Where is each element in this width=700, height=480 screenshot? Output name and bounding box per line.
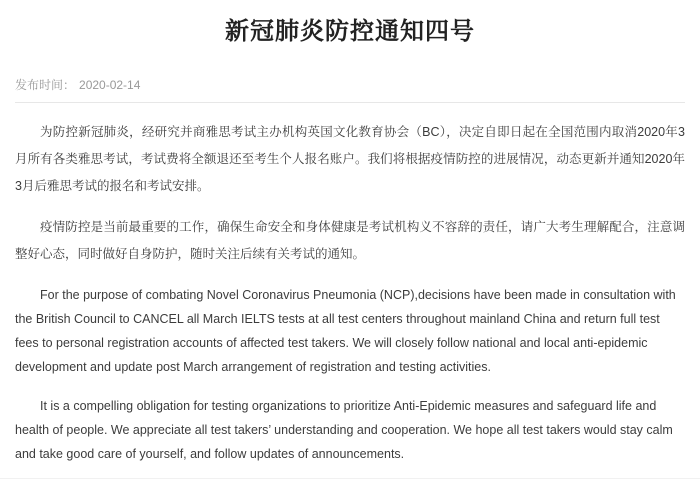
notice-body <box>0 119 700 466</box>
publish-meta-row <box>0 78 700 92</box>
paragraph-zh-2: 疫情防控是当前最重要的工作，确保生命安全和身体健康是考试机构义不容辞的责任，请广大考生理解配合，注意调整好心态，同时做好自身防护，随时关注后续有关考试的通知。 <box>15 220 685 261</box>
bottom-divider <box>0 478 700 479</box>
publish-time-label: 发布时间： <box>15 78 76 92</box>
paragraph-en-2: It is a compelling obligation for testing organizations to prioritize Anti-Epidemic measures and safeguard life and health of people. We appreciate all test takers’ understanding and cooperation. We hope all test takers would stay calm and take good care of yourself, and follow updates of announcements. <box>15 399 673 461</box>
paragraph-en-1: For the purpose of combating Novel Coronavirus Pneumonia (NCP),decisions have been made in consultation with the British Council to CANCEL all March IELTS tests at all test centers throughout mainland China and return full test fees to personal registration accounts of affected test takers. We will closely follow national and local anti-epidemic development and update post March arrangement of registration and testing activities. <box>15 288 676 374</box>
page-title: 新冠肺炎防控通知四号 <box>225 18 475 45</box>
header-divider <box>15 102 685 103</box>
paragraph-zh-1: 为防控新冠肺炎，经研究并商雅思考试主办机构英国文化教育协会（BC），决定自即日起在全国范围内取消2020年3月所有各类雅思考试，考试费将全额退还至考生个人报名账户。我们将根据疫情防控的进展情况，动态更新并通知2020年3月后雅思考试的报名和考试安排。 <box>15 125 685 193</box>
publish-date-value: 2020-02-14 <box>79 78 141 92</box>
